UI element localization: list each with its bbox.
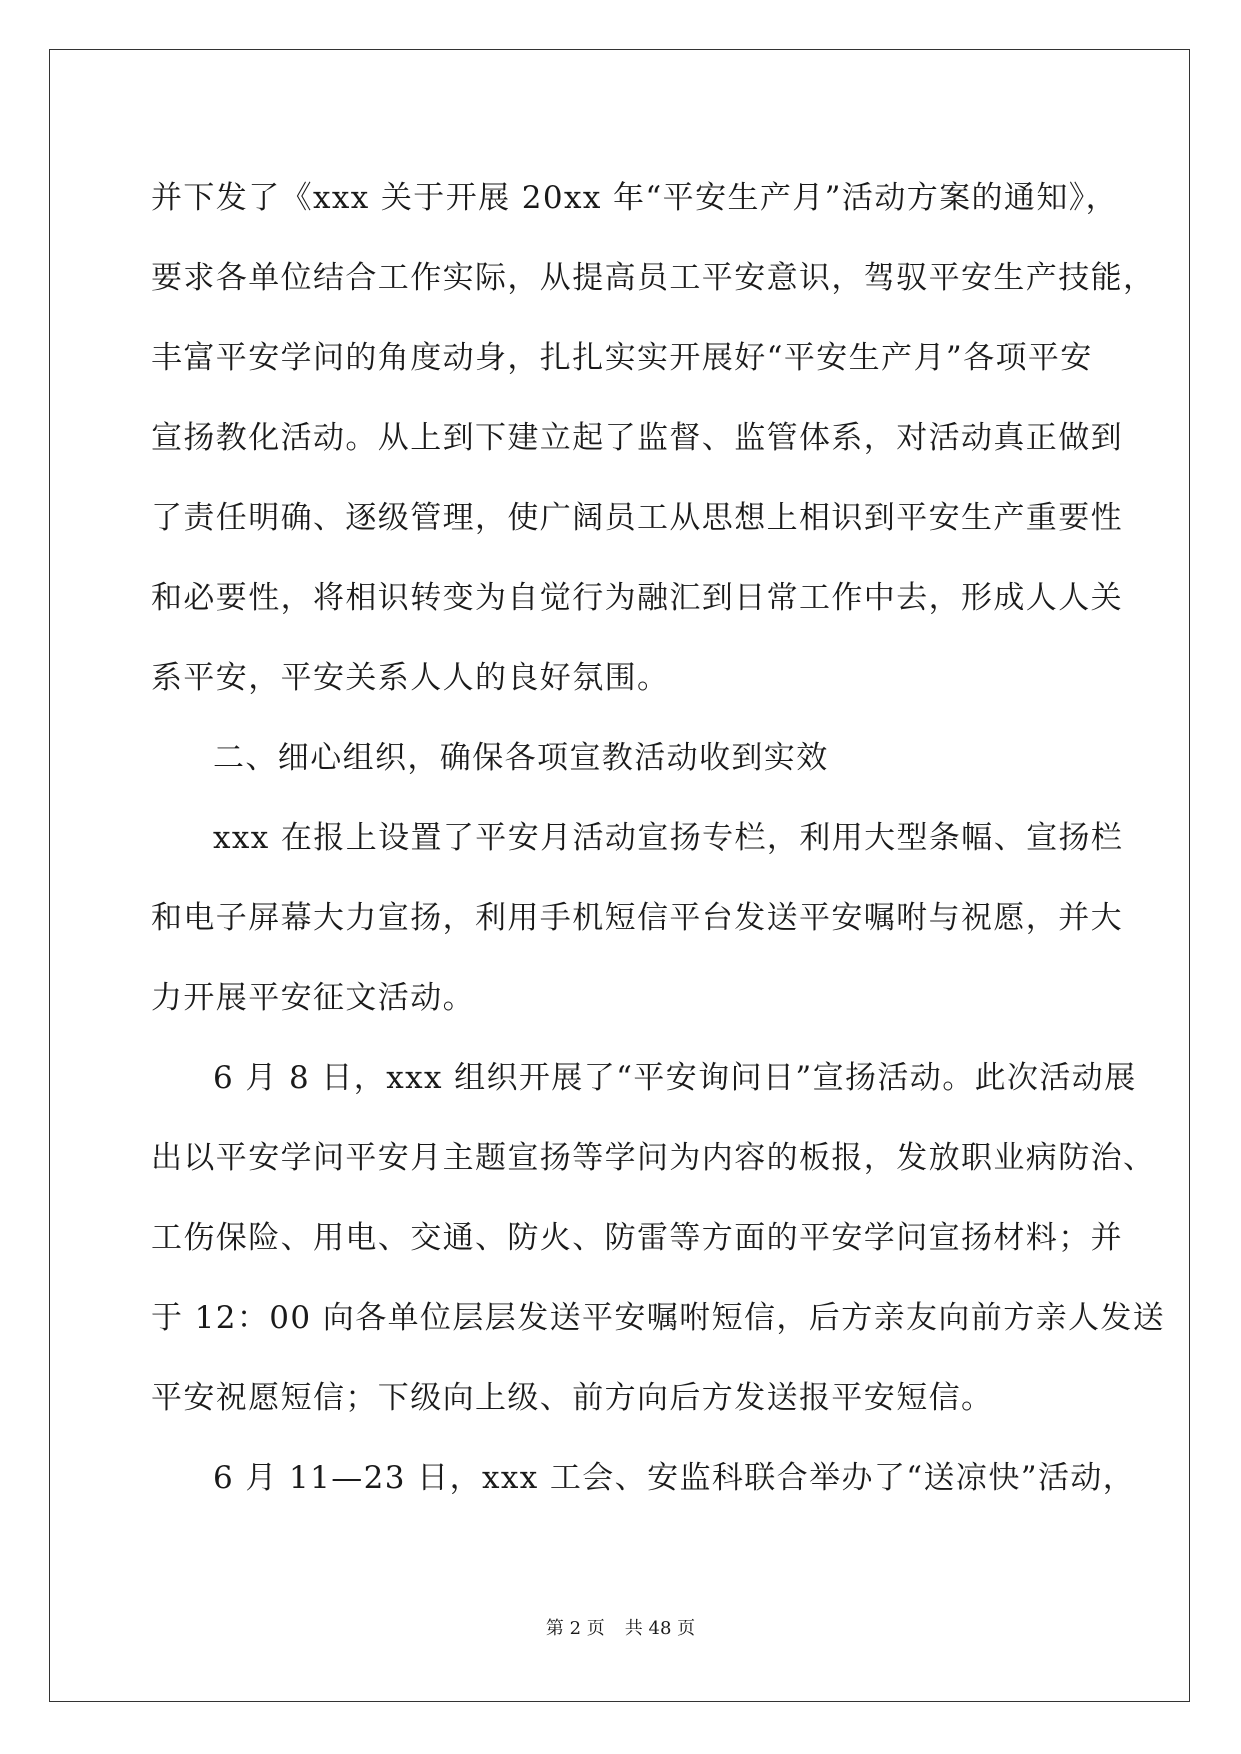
body-line: 系平安，平安关系人人的良好氛围。	[151, 660, 670, 696]
page-number: 第 2 页	[545, 1618, 605, 1639]
section-heading: 二、细心组织，确保各项宣教活动收到实效	[213, 740, 829, 776]
body-line: 工伤保险、用电、交通、防火、防雷等方面的平安学问宣扬材料；并	[151, 1220, 1123, 1256]
body-line: 丰富平安学问的角度动身，扎扎实实开展好“平安生产月”各项平安	[151, 340, 1093, 376]
body-line: 和必要性，将相识转变为自觉行为融汇到日常工作中去，形成人人关	[151, 580, 1123, 616]
body-line: 了责任明确、逐级管理，使广阔员工从思想上相识到平安生产重要性	[151, 500, 1123, 536]
document-body	[151, 158, 1166, 1518]
body-line: 于 12：00 向各单位层层发送平安嘱咐短信，后方亲友向前方亲人发送	[151, 1300, 1166, 1336]
body-line: 力开展平安征文活动。	[151, 980, 475, 1016]
body-line: 出以平安学问平安月主题宣扬等学问为内容的板报，发放职业病防治、	[151, 1140, 1156, 1176]
body-line: 宣扬教化活动。从上到下建立起了监督、监管体系，对活动真正做到	[151, 420, 1123, 456]
body-line: 和电子屏幕大力宣扬，利用手机短信平台发送平安嘱咐与祝愿，并大	[151, 900, 1123, 936]
body-line: 平安祝愿短信；下级向上级、前方向后方发送报平安短信。	[151, 1380, 994, 1416]
paragraph-first-line: 6 月 11—23 日，xxx 工会、安监科联合举办了“送凉快”活动，	[213, 1460, 1136, 1496]
body-line: 要求各单位结合工作实际，从提高员工平安意识，驾驭平安生产技能，	[151, 260, 1156, 296]
paragraph-first-line: xxx 在报上设置了平安月活动宣扬专栏，利用大型条幅、宣扬栏	[213, 820, 1124, 856]
page-footer	[0, 1614, 1241, 1640]
page-total: 共 48 页	[624, 1618, 696, 1639]
body-line: 并下发了《xxx 关于开展 20xx 年“平安生产月”活动方案的通知》，	[151, 180, 1119, 216]
paragraph-first-line: 6 月 8 日，xxx 组织开展了“平安询问日”宣扬活动。此次活动展	[213, 1060, 1137, 1096]
